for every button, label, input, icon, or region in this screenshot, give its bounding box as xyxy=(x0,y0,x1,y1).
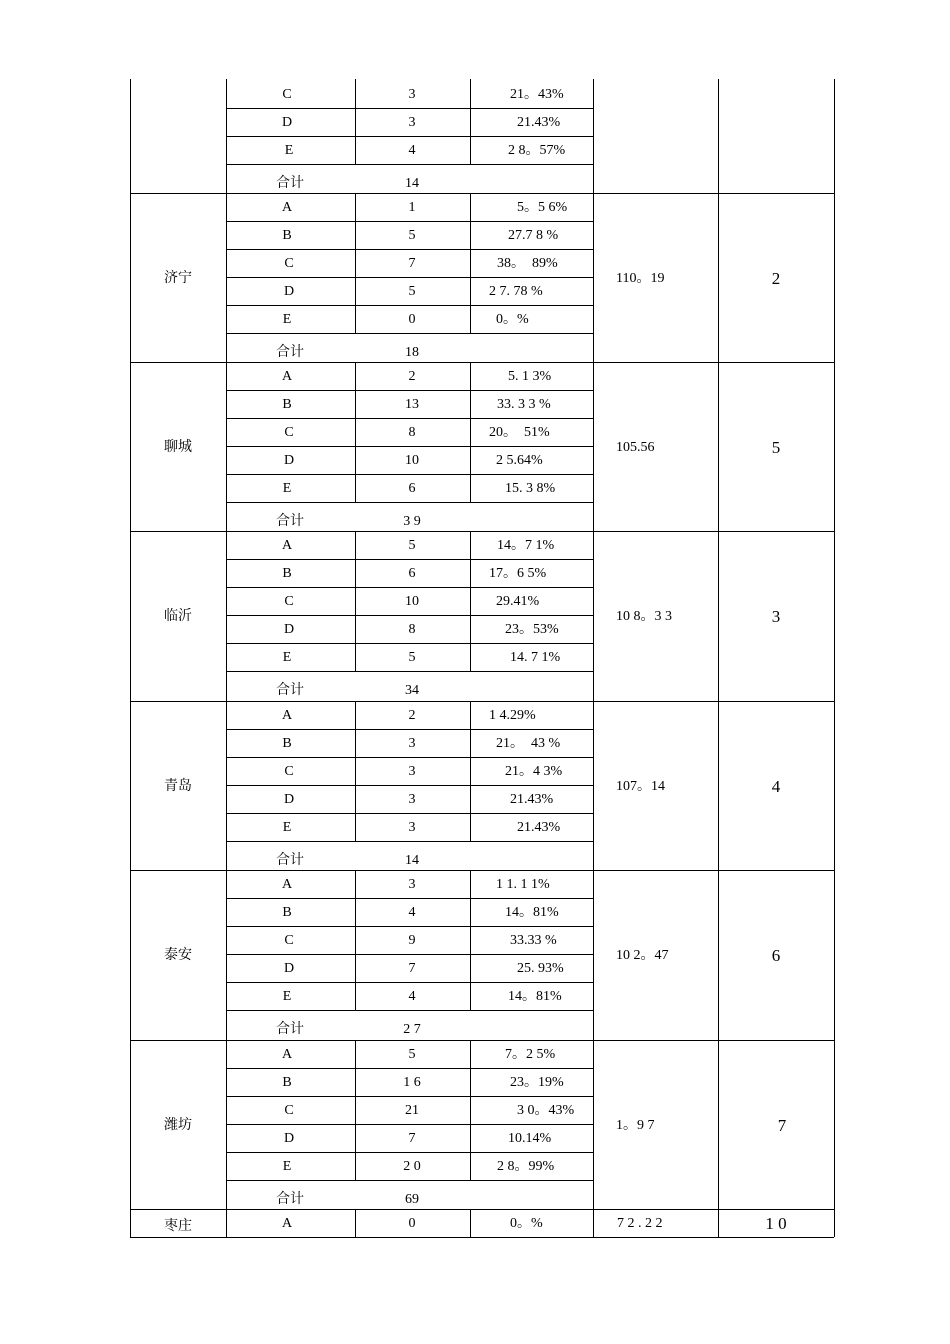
row-rule xyxy=(130,362,834,363)
column-rule xyxy=(355,531,356,671)
count-cell: 3 xyxy=(408,792,416,807)
percent-cell: 23。53% xyxy=(505,622,559,637)
total-label: 合计 xyxy=(276,1191,304,1207)
row-rule xyxy=(226,898,593,899)
column-rule xyxy=(718,1209,719,1237)
column-rule xyxy=(718,79,719,193)
row-rule xyxy=(226,1152,593,1153)
row-rule xyxy=(226,926,593,927)
rank-value: 2 xyxy=(771,268,781,288)
row-rule xyxy=(226,1010,593,1011)
row-rule xyxy=(130,1237,834,1238)
percent-cell: 21.43% xyxy=(517,820,561,835)
grade-cell: C xyxy=(284,425,294,440)
column-rule xyxy=(470,193,471,333)
column-rule xyxy=(226,1040,227,1209)
column-rule xyxy=(834,701,835,870)
column-rule xyxy=(470,870,471,1010)
count-cell: 3 xyxy=(408,736,416,751)
count-cell: 1 xyxy=(408,200,416,215)
total-count: 14 xyxy=(405,175,419,191)
percent-cell: 0。% xyxy=(496,312,529,327)
count-cell: 5 xyxy=(408,284,416,299)
count-cell: 5 xyxy=(408,1047,416,1062)
count-cell: 10 xyxy=(405,453,419,468)
total-label: 合计 xyxy=(276,513,304,529)
grade-cell: E xyxy=(282,312,292,327)
row-rule xyxy=(226,474,593,475)
grade-cell: D xyxy=(283,284,295,299)
percent-cell: 7。2 5% xyxy=(505,1047,556,1062)
column-rule xyxy=(834,1209,835,1237)
score-value: 107。14 xyxy=(616,778,665,794)
count-cell: 6 xyxy=(408,481,416,496)
column-rule xyxy=(355,701,356,841)
row-rule xyxy=(226,982,593,983)
score-value: 10 8。3 3 xyxy=(616,609,672,624)
grade-cell: C xyxy=(284,594,294,609)
total-label: 合计 xyxy=(276,1022,304,1037)
grade-cell: C xyxy=(284,933,294,948)
row-rule xyxy=(130,193,834,194)
column-rule xyxy=(593,362,594,531)
count-cell: 3 xyxy=(408,86,416,102)
count-cell: 7 xyxy=(408,256,416,271)
row-rule xyxy=(226,615,593,616)
column-rule xyxy=(355,1040,356,1180)
row-rule xyxy=(226,418,593,419)
grade-cell: A xyxy=(281,1047,293,1062)
grade-cell: E xyxy=(282,820,292,835)
city-name: 济宁 xyxy=(164,270,192,286)
row-rule xyxy=(226,221,593,222)
column-rule xyxy=(470,79,471,164)
row-rule xyxy=(226,813,593,814)
column-rule xyxy=(834,531,835,701)
count-cell: 4 xyxy=(408,905,416,920)
count-cell: 4 xyxy=(408,143,416,158)
percent-cell: 2 5.64% xyxy=(496,453,543,468)
grade-cell: B xyxy=(282,228,292,243)
column-rule xyxy=(226,870,227,1040)
column-rule xyxy=(130,870,131,1040)
row-rule xyxy=(226,136,593,137)
column-rule xyxy=(130,193,131,362)
row-rule xyxy=(226,785,593,786)
row-rule xyxy=(226,841,593,842)
percent-cell: 23。19% xyxy=(510,1075,564,1090)
column-rule xyxy=(355,362,356,502)
grade-cell: B xyxy=(282,905,292,920)
percent-cell: 21.43% xyxy=(510,792,554,807)
count-cell: 9 xyxy=(408,933,416,948)
percent-cell: 5. 1 3% xyxy=(508,369,552,384)
row-rule xyxy=(226,502,593,503)
grade-cell: B xyxy=(282,1075,292,1090)
column-rule xyxy=(718,362,719,531)
count-cell: 5 xyxy=(408,650,416,665)
percent-cell: 29.41% xyxy=(496,594,540,609)
grade-cell: B xyxy=(282,566,292,581)
grade-cell: A xyxy=(281,369,293,384)
column-rule xyxy=(718,193,719,362)
column-rule xyxy=(718,701,719,870)
percent-cell: 27.7 8 % xyxy=(508,228,559,243)
row-rule xyxy=(226,1124,593,1125)
row-rule xyxy=(226,671,593,672)
column-rule xyxy=(355,79,356,164)
column-rule xyxy=(470,1040,471,1180)
row-rule xyxy=(226,1068,593,1069)
column-rule xyxy=(593,701,594,870)
city-name: 临沂 xyxy=(164,609,192,624)
city-name: 青岛 xyxy=(164,778,192,794)
column-rule xyxy=(470,1209,471,1237)
percent-cell: 2 8。99% xyxy=(497,1159,555,1174)
grade-cell: E xyxy=(282,989,292,1004)
row-rule xyxy=(226,1096,593,1097)
percent-cell: 21.43% xyxy=(517,115,561,130)
score-value: 10 2。47 xyxy=(616,948,669,963)
percent-cell: 33. 3 3 % xyxy=(497,397,551,412)
column-rule xyxy=(593,1209,594,1237)
count-cell: 2 0 xyxy=(403,1159,421,1174)
column-rule xyxy=(226,362,227,531)
grade-cell: A xyxy=(281,877,293,892)
percent-cell: 1 4.29% xyxy=(489,708,536,723)
row-rule xyxy=(130,531,834,532)
grade-cell: D xyxy=(281,115,293,130)
percent-cell: 25. 93% xyxy=(517,961,564,976)
percent-cell: 14。81% xyxy=(505,905,559,920)
column-rule xyxy=(834,193,835,362)
row-rule xyxy=(226,954,593,955)
count-cell: 0 xyxy=(408,312,416,327)
rank-value: 6 xyxy=(771,946,781,965)
row-rule xyxy=(226,446,593,447)
count-cell: 8 xyxy=(408,425,416,440)
column-rule xyxy=(130,79,131,193)
percent-cell: 15. 3 8% xyxy=(505,481,556,496)
grade-cell: E xyxy=(282,650,292,665)
total-count: 3 9 xyxy=(403,513,421,529)
column-rule xyxy=(834,870,835,1040)
column-rule xyxy=(593,79,594,193)
percent-cell: 3 0。43% xyxy=(517,1103,575,1118)
row-rule xyxy=(130,1040,834,1041)
count-cell: 4 xyxy=(408,989,416,1004)
grade-cell: B xyxy=(282,397,292,412)
row-rule xyxy=(226,390,593,391)
row-rule xyxy=(226,333,593,334)
count-cell: 5 xyxy=(408,538,416,553)
total-label: 合计 xyxy=(276,852,304,868)
grade-cell: E xyxy=(284,143,294,158)
count-cell: 7 xyxy=(408,961,416,976)
column-rule xyxy=(355,1209,356,1237)
row-rule xyxy=(130,870,834,871)
count-cell: 6 xyxy=(408,566,416,581)
city-name: 聊城 xyxy=(164,439,192,455)
row-rule xyxy=(226,757,593,758)
grade-cell: A xyxy=(281,708,293,723)
grade-cell: D xyxy=(283,1131,295,1146)
total-count: 69 xyxy=(405,1191,419,1207)
rank-value: 3 xyxy=(771,607,781,626)
column-rule xyxy=(470,531,471,671)
total-count: 34 xyxy=(405,683,419,698)
count-cell: 21 xyxy=(405,1103,419,1118)
total-count: 14 xyxy=(405,852,419,868)
percent-cell: 38。 89% xyxy=(497,256,558,271)
count-cell: 2 xyxy=(408,708,416,723)
grade-cell: D xyxy=(283,792,295,807)
row-rule xyxy=(226,164,593,165)
column-rule xyxy=(226,1209,227,1237)
column-rule xyxy=(470,362,471,502)
column-rule xyxy=(226,701,227,870)
rank-value: 7 xyxy=(777,1115,787,1135)
count-cell: 3 xyxy=(408,820,416,835)
percent-cell: 14。81% xyxy=(508,989,562,1004)
count-cell: 7 xyxy=(408,1131,416,1146)
count-cell: 10 xyxy=(405,594,419,609)
row-rule xyxy=(226,305,593,306)
column-rule xyxy=(226,79,227,193)
column-rule xyxy=(130,362,131,531)
column-rule xyxy=(470,701,471,841)
column-rule xyxy=(718,1040,719,1209)
score-value: 105.56 xyxy=(616,439,655,455)
grade-cell: C xyxy=(284,1103,294,1118)
grade-cell: A xyxy=(281,1216,293,1231)
grade-cell: C xyxy=(282,86,292,102)
count-cell: 2 xyxy=(408,369,416,384)
column-rule xyxy=(130,1040,131,1209)
percent-cell: 20。 51% xyxy=(489,425,550,440)
grade-cell: A xyxy=(281,538,293,553)
score-value: 7 2 . 2 2 xyxy=(617,1216,663,1231)
count-cell: 13 xyxy=(405,397,419,412)
grade-cell: D xyxy=(283,622,295,637)
total-label: 合计 xyxy=(276,344,304,360)
percent-cell: 21。4 3% xyxy=(505,764,563,779)
percent-cell: 1 1. 1 1% xyxy=(496,877,550,892)
count-cell: 3 xyxy=(408,877,416,892)
column-rule xyxy=(130,701,131,870)
grade-cell: C xyxy=(284,256,294,271)
row-rule xyxy=(226,249,593,250)
row-rule xyxy=(226,587,593,588)
column-rule xyxy=(834,362,835,531)
column-rule xyxy=(593,531,594,701)
grade-cell: A xyxy=(281,200,293,215)
column-rule xyxy=(834,1040,835,1209)
rank-value: 1 0 xyxy=(765,1214,787,1233)
total-count: 2 7 xyxy=(403,1022,421,1037)
count-cell: 1 6 xyxy=(403,1075,421,1090)
city-name: 潍坊 xyxy=(164,1117,192,1133)
column-rule xyxy=(718,531,719,701)
count-cell: 8 xyxy=(408,622,416,637)
total-label: 合计 xyxy=(276,175,304,191)
column-rule xyxy=(718,870,719,1040)
total-label: 合计 xyxy=(276,683,304,698)
percent-cell: 5。5 6% xyxy=(517,200,568,215)
column-rule xyxy=(593,193,594,362)
rank-value: 4 xyxy=(771,776,781,796)
percent-cell: 0。% xyxy=(510,1216,543,1231)
column-rule xyxy=(130,531,131,701)
percent-cell: 14. 7 1% xyxy=(510,650,561,665)
grade-cell: E xyxy=(282,481,292,496)
row-rule xyxy=(130,1209,834,1210)
city-name: 枣庄 xyxy=(164,1219,192,1234)
row-rule xyxy=(226,277,593,278)
column-rule xyxy=(226,531,227,701)
score-value: 1。9 7 xyxy=(616,1117,655,1133)
percent-cell: 21。 43 % xyxy=(496,736,561,751)
row-rule xyxy=(130,701,834,702)
city-name: 泰安 xyxy=(164,948,192,963)
total-count: 18 xyxy=(405,344,419,360)
grade-cell: D xyxy=(283,453,295,468)
row-rule xyxy=(226,108,593,109)
count-cell: 0 xyxy=(408,1216,416,1231)
percent-cell: 21。43% xyxy=(510,86,564,102)
percent-cell: 2 7. 78 % xyxy=(489,284,543,299)
percent-cell: 14。7 1% xyxy=(497,538,555,553)
row-rule xyxy=(226,643,593,644)
grade-cell: C xyxy=(284,764,294,779)
percent-cell: 10.14% xyxy=(508,1131,552,1146)
column-rule xyxy=(355,193,356,333)
percent-cell: 17。6 5% xyxy=(489,566,547,581)
count-cell: 3 xyxy=(408,115,416,130)
column-rule xyxy=(834,79,835,193)
column-rule xyxy=(130,1209,131,1237)
row-rule xyxy=(226,1180,593,1181)
column-rule xyxy=(593,870,594,1040)
column-rule xyxy=(355,870,356,1010)
grade-cell: B xyxy=(282,736,292,751)
percent-cell: 33.33 % xyxy=(510,933,557,948)
grade-cell: E xyxy=(282,1159,292,1174)
column-rule xyxy=(226,193,227,362)
score-value: 110。19 xyxy=(616,270,665,286)
column-rule xyxy=(593,1040,594,1209)
percent-cell: 2 8。57% xyxy=(508,143,566,158)
grade-cell: D xyxy=(283,961,295,976)
count-cell: 5 xyxy=(408,228,416,243)
rank-value: 5 xyxy=(771,437,781,457)
row-rule xyxy=(226,729,593,730)
row-rule xyxy=(226,559,593,560)
count-cell: 3 xyxy=(408,764,416,779)
